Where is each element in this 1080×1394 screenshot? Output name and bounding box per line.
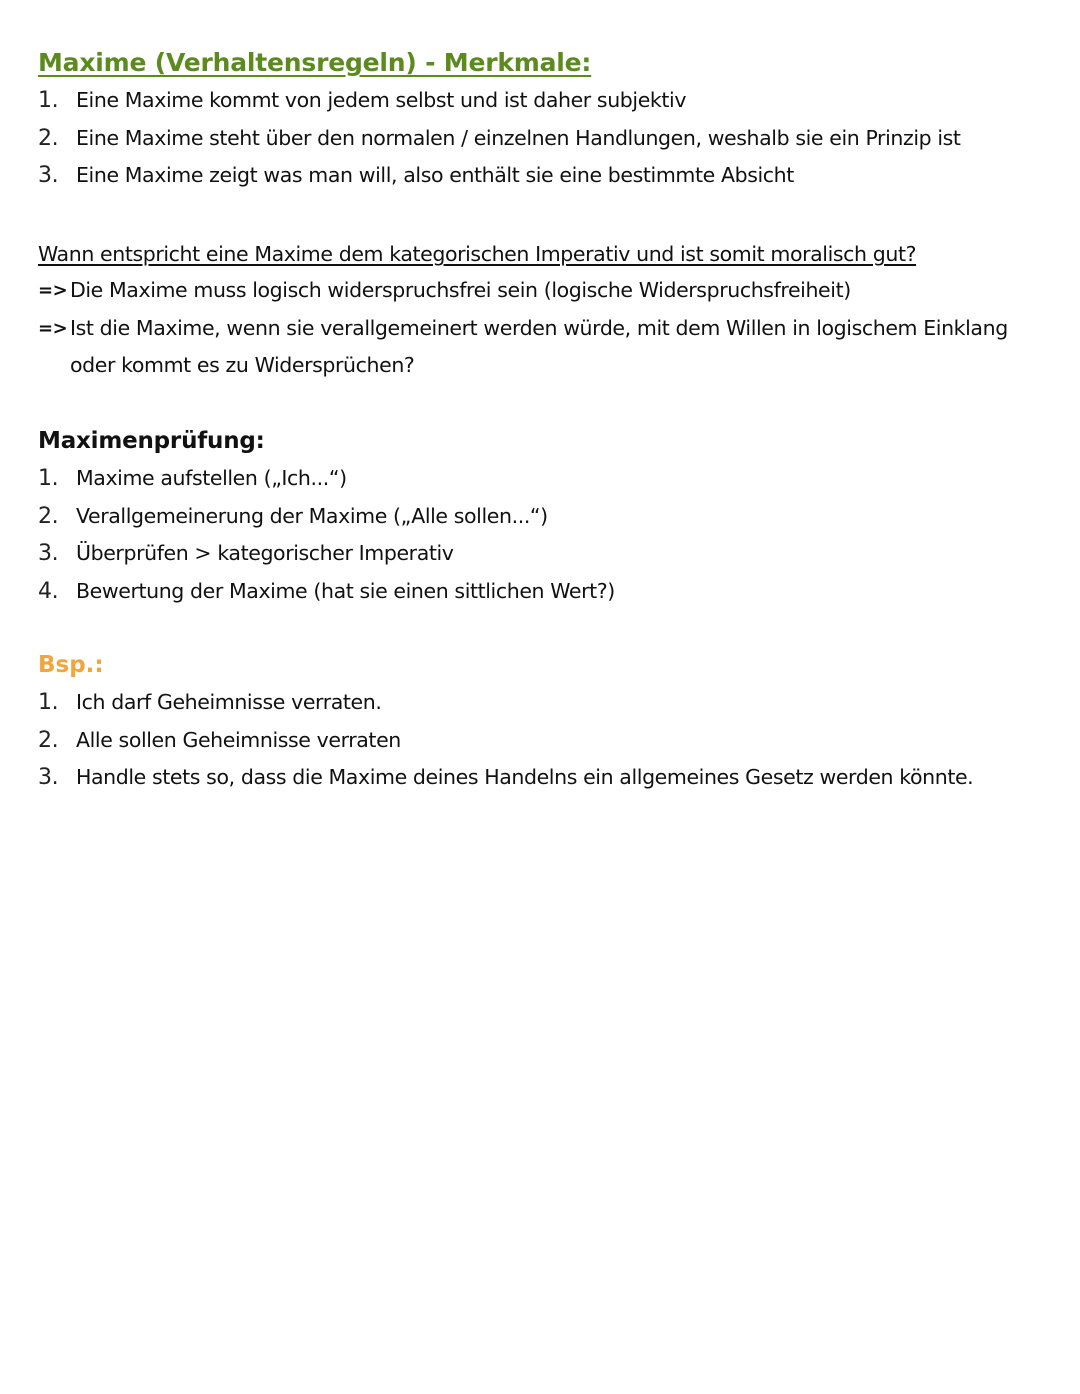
arrow-marker: => — [38, 317, 68, 339]
section-merkmale — [38, 46, 1040, 195]
list-item-number: 3. — [38, 765, 59, 790]
list-item-text: Eine Maxime kommt von jedem selbst und ist daher subjektiv — [76, 88, 687, 112]
heading-maximenpruefung: Maximenprüfung: — [38, 428, 265, 454]
list-beispiel — [38, 684, 1040, 797]
list-item-text: Überprüfen > kategorischer Imperativ — [76, 541, 454, 565]
list-item-text: Ich darf Geheimnisse verraten. — [76, 690, 382, 714]
list-item-text: Eine Maxime steht über den normalen / einzelnen Handlungen, weshalb sie ein Prinzip ist — [76, 125, 961, 150]
list-item — [38, 460, 1040, 498]
list-maximenpruefung — [38, 460, 1040, 610]
arrow-marker: => — [38, 280, 68, 301]
list-item-text: Alle sollen Geheimnisse verraten — [76, 727, 401, 752]
list-item-number: 1. — [38, 88, 59, 113]
list-item — [38, 573, 1040, 611]
list-item-text: Verallgemeinerung der Maxime („Alle sollen...“) — [76, 503, 548, 528]
list-item-text: Handle stets so, dass die Maxime deines Handelns ein allgemeines Gesetz werden könnte. — [76, 765, 974, 789]
list-item — [38, 684, 1040, 722]
list-item-number: 2. — [38, 503, 59, 529]
section-maximenpruefung — [38, 424, 1040, 610]
list-item-number: 3. — [38, 541, 59, 566]
list-item-number: 2. — [38, 125, 59, 151]
answer-text: Ist die Maxime, wenn sie verallgemeinert werden würde, mit dem Willen in logischem Einklang oder kommt es zu Widersprüchen? — [70, 315, 1008, 377]
list-item-number: 3. — [38, 163, 59, 188]
list-item-number: 1. — [38, 466, 59, 491]
list-item-text: Maxime aufstellen („Ich...“) — [76, 466, 347, 490]
list-merkmale — [38, 82, 1040, 195]
list-item — [38, 722, 1040, 760]
list-item — [38, 759, 1040, 797]
section-beispiel — [38, 648, 1040, 797]
list-item — [38, 157, 1040, 195]
list-item-text: Bewertung der Maxime (hat sie einen sittlichen Wert?) — [76, 578, 615, 603]
list-item-number: 1. — [38, 690, 59, 715]
list-item — [38, 82, 1040, 120]
section-question — [38, 236, 1040, 385]
list-item — [38, 120, 1040, 158]
question-heading: Wann entspricht eine Maxime dem kategorischen Imperativ und ist somit moralisch gut? — [38, 242, 917, 266]
list-item-text: Eine Maxime zeigt was man will, also enthält sie eine bestimmte Absicht — [76, 163, 794, 187]
list-item-number: 2. — [38, 727, 59, 753]
heading-beispiel: Bsp.: — [38, 652, 104, 678]
answer-row — [38, 272, 1040, 310]
list-item — [38, 498, 1040, 536]
answer-row — [38, 310, 1040, 385]
list-item — [38, 535, 1040, 573]
list-item-number: 4. — [38, 578, 59, 604]
heading-merkmale: Maxime (Verhaltensregeln) - Merkmale: — [38, 48, 592, 77]
answer-text: Die Maxime muss logisch widerspruchsfrei sein (logische Widerspruchsfreiheit) — [70, 278, 851, 302]
